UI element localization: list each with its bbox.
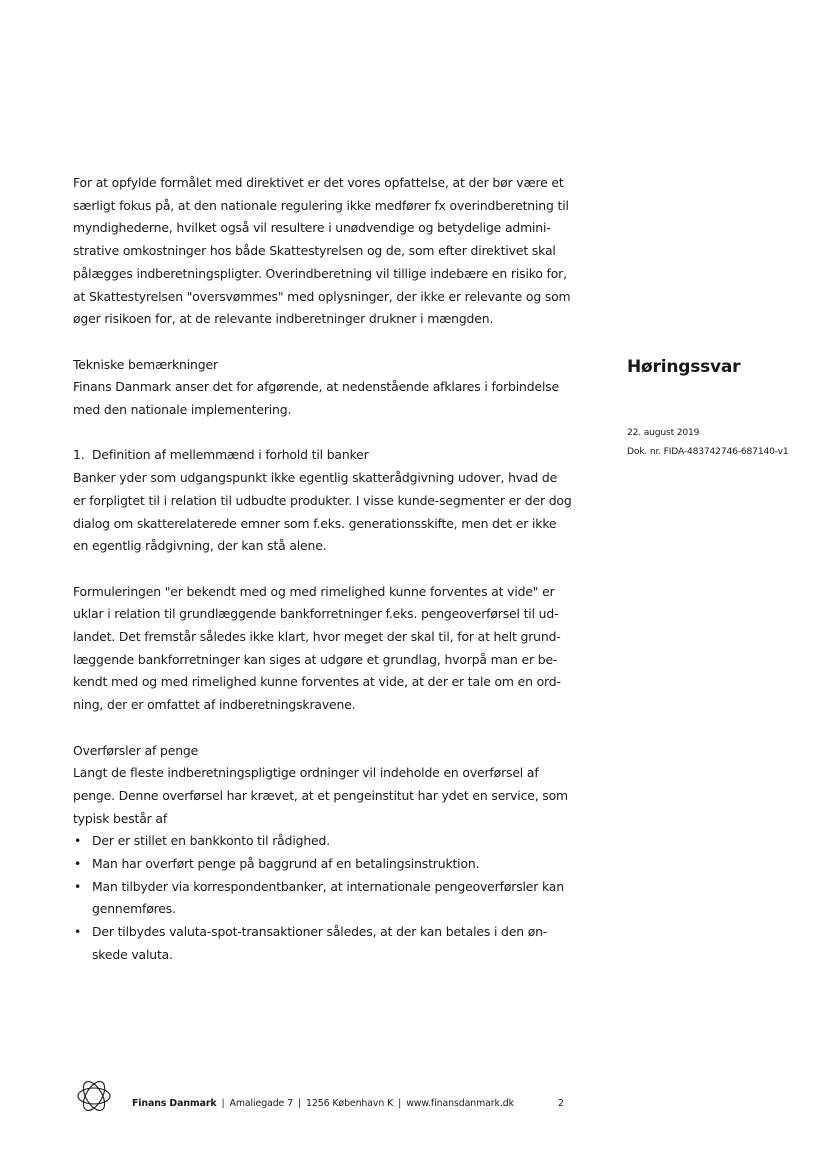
service-bullet-list [73,830,573,966]
bullet-line: Man tilbyder via korrespondentbanker, at internationale pengeoverførsler kan [92,878,564,894]
section-1-line: er forpligtet til i relation til udbudte produkter. I visse kunde-segmenter er der dog [73,492,572,508]
section-1-number: 1. [73,447,85,463]
footer-separator: | [398,1098,402,1109]
section-1-heading [73,444,573,467]
footer-separator: | [221,1098,225,1109]
formulation-line: uklar i relation til grundlæggende bankforretninger f.eks. pengeoverførsel til ud- [73,606,559,622]
intro-line: pålægges indberetningspligter. Overindberetning vil tillige indebære en risiko for, [73,265,567,281]
formulation-line: kendt med og med rimelighed kunne forventes at vide, at der er tale om en ord- [73,674,561,690]
transfers-heading: Overførsler af penge [73,742,199,758]
bullet-line: Man har overført penge på baggrund af en betalingsinstruktion. [92,856,480,872]
technical-remarks-line: med den nationale implementering. [73,402,292,418]
technical-remarks-heading: Tekniske bemærkninger [73,356,218,372]
bullet-line: Der er stillet en bankkonto til rådighed. [92,833,331,849]
intro-paragraph [73,172,573,331]
bullet-line: skede valuta. [92,946,173,962]
bullet-text [92,921,547,966]
bullet-dot-icon: • [74,833,82,849]
footer-website-link[interactable]: www.finansdanmark.dk [406,1098,514,1109]
intro-line: øger risikoen for, at de relevante indberetninger drukner i mængden. [73,311,494,327]
footer-brand: Finans Danmark [132,1098,217,1109]
intro-line: myndighederne, hvilket også vil resultere i unødvendige og betydelige admini- [73,220,551,236]
technical-remarks-line: Finans Danmark anser det for afgørende, at nedenstående afklares i forbindelse [73,379,560,395]
bullet-dot-icon: • [74,924,82,940]
formulation-line: landet. Det fremstår således ikke klart, hvor meget der skal til, for at helt grund- [73,629,561,645]
letter-body [73,172,573,967]
bullet-dot-icon: • [74,878,82,894]
technical-remarks-paragraph [73,376,573,421]
side-column [627,355,817,461]
bullet-text [92,853,479,876]
section-1-line: en egentlig rådgivning, der kan stå alene. [73,538,327,554]
section-1-title: Definition af mellemmænd i forhold til banker [92,447,369,463]
formulation-line: læggende bankforretninger kan siges at udgøre et grundlag, hvorpå man er be- [73,651,558,667]
intro-line: For at opfylde formålet med direktivet er det vores opfattelse, at der bør være et [73,175,564,190]
footer-address-line [132,1098,514,1109]
page-number: 2 [558,1098,564,1109]
section-1-line: dialog om skatterelaterede emner som f.eks. generationsskifte, men det er ikke [73,515,557,531]
section-1-paragraph [73,467,573,558]
bullet-item [73,876,573,921]
bullet-dot-icon: • [74,856,82,872]
footer-separator: | [297,1098,302,1109]
formulation-line: Formuleringen "er bekendt med og med rimelighed kunne forventes at vide" er [73,583,555,599]
finans-danmark-logo-icon [74,1072,114,1124]
transfers-line: typisk består af [73,810,168,826]
bullet-item [73,921,573,966]
bullet-line: Der tilbydes valuta-spot-transaktioner således, at der kan betales i den øn- [92,924,548,940]
formulation-paragraph [73,581,573,717]
transfers-line: penge. Denne overførsel har krævet, at et pengeinstitut har ydet en service, som [73,787,568,803]
bullet-text [92,876,564,921]
document-date: 22. august 2019 [627,427,700,438]
bullet-text [92,830,330,853]
intro-line: strative omkostninger hos både Skattestyrelsen og de, som efter direktivet skal [73,243,556,259]
transfers-paragraph [73,762,573,830]
document-type-title: Høringssvar [627,357,741,377]
document-number: Dok. nr. FIDA-483742746-687140-v1 [627,445,789,457]
bullet-line: gennemføres. [92,901,176,917]
transfers-line: Langt de fleste indberetningspligtige ordninger vil indeholde en overførsel af [73,765,539,781]
bullet-item [73,830,573,853]
page-footer [74,1072,574,1132]
section-1-line: Banker yder som udgangspunkt ikke egentlig skatterådgivning udover, hvad de [73,470,558,486]
intro-line: særligt fokus på, at den nationale regulering ikke medfører fx overindberetning til [73,197,569,213]
formulation-line: ning, der er omfattet af indberetningskravene. [73,697,356,713]
document-meta [627,424,817,461]
footer-street: Amaliegade 7 [229,1098,293,1109]
intro-line: at Skattestyrelsen "oversvømmes" med oplysninger, der ikke er relevante og som [73,288,571,304]
bullet-item [73,853,573,876]
footer-city: 1256 København K [306,1098,394,1109]
